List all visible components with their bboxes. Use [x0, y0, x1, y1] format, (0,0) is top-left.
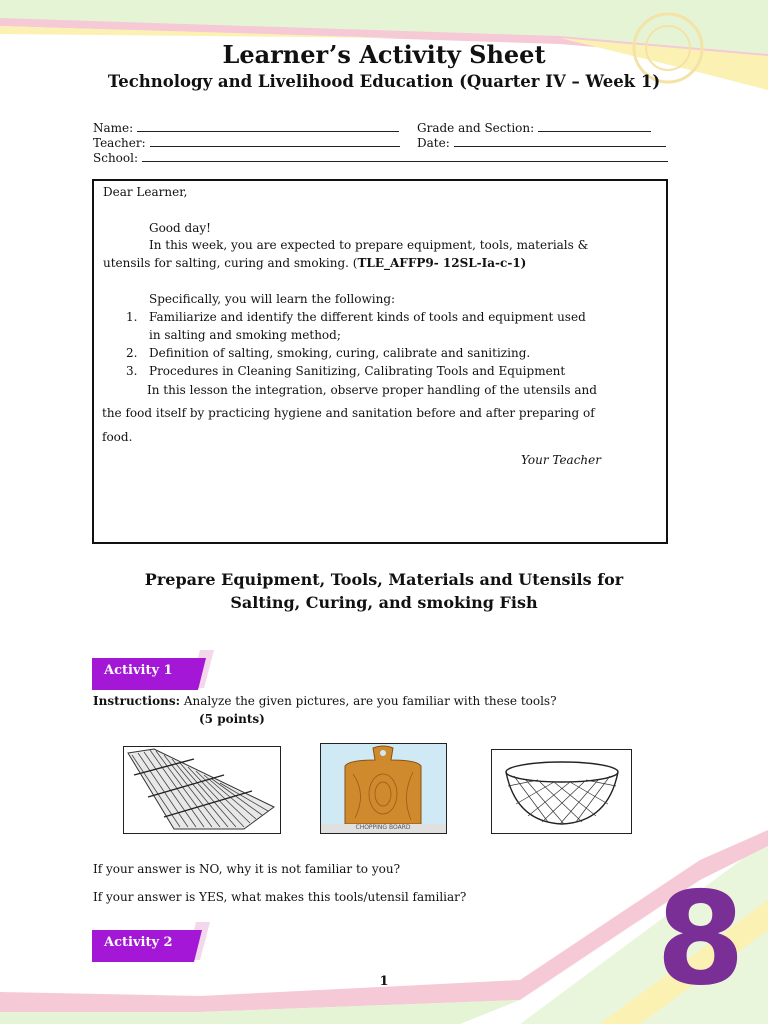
name-line — [137, 120, 399, 132]
chopping-board-image — [320, 743, 447, 834]
grade-number: 8 — [656, 865, 746, 1014]
letter-intro-text: utensils for salting, curing and smoking. ( — [103, 256, 358, 270]
instructions — [93, 694, 557, 708]
list-item-text-cont: in salting and smoking method; — [149, 328, 341, 342]
letter-specifically: Specifically, you will learn the following: — [149, 292, 396, 306]
teacher-label: Teacher: — [93, 136, 146, 150]
list-item-text: Definition of salting, smoking, curing, calibrate and sanitizing. — [149, 346, 531, 360]
activity-2-label: Activity 2 — [104, 935, 173, 950]
teacher-field[interactable] — [93, 135, 400, 150]
grade-section-line — [538, 120, 651, 132]
date-line — [454, 135, 666, 147]
points-label: (5 points) — [199, 712, 265, 726]
school-label: School: — [93, 151, 138, 165]
competency-code: TLE_AFFP9- 12SL-Ia-c-1) — [357, 256, 527, 270]
name-label: Name: — [93, 121, 134, 135]
activity-1-label: Activity 1 — [104, 663, 173, 678]
letter-integration-line-1: In this lesson the integration, observe proper handling of the utensils and — [147, 383, 597, 397]
letter-good-day: Good day! — [149, 221, 211, 235]
letter-integration-line-3: food. — [102, 430, 133, 444]
letter-greeting: Dear Learner, — [103, 185, 188, 199]
wire-basket-image — [491, 749, 632, 834]
letter-intro-line-2 — [103, 256, 526, 270]
instructions-label: Instructions: — [93, 694, 181, 708]
page-title: Learner’s Activity Sheet — [222, 40, 546, 69]
question-no: If your answer is NO, why it is not familiar to you? — [93, 862, 401, 876]
school-field[interactable] — [93, 150, 668, 165]
list-item-number: 2. — [126, 346, 138, 360]
letter-integration-line-2: the food itself by practicing hygiene and sanitation before and after preparing of — [102, 406, 595, 420]
section-title-line-1: Prepare Equipment, Tools, Materials and Utensils for — [144, 570, 624, 589]
instructions-text: Analyze the given pictures, are you familiar with these tools? — [183, 694, 557, 708]
teacher-line — [150, 135, 400, 147]
name-field[interactable] — [93, 120, 399, 135]
chopping-board-caption: CHOPPING BOARD — [355, 824, 411, 831]
list-item-number: 1. — [126, 310, 138, 324]
grade-section-field[interactable] — [417, 120, 651, 135]
date-field[interactable] — [417, 135, 666, 150]
section-title — [60, 568, 708, 614]
letter-intro-line-1: In this week, you are expected to prepare equipment, tools, materials & — [149, 238, 589, 252]
grade-section-label: Grade and Section: — [417, 121, 535, 135]
list-item-number: 3. — [126, 364, 138, 378]
letter-signature: Your Teacher — [521, 453, 601, 467]
list-item-text: Procedures in Cleaning Sanitizing, Calibrating Tools and Equipment — [149, 364, 566, 378]
section-title-line-2: Salting, Curing, and smoking Fish — [230, 593, 538, 612]
list-item-text: Familiarize and identify the different kinds of tools and equipment used — [149, 310, 586, 324]
school-line — [142, 150, 668, 162]
page-number: 1 — [379, 974, 389, 989]
date-label: Date: — [417, 136, 450, 150]
bamboo-mat-image — [123, 746, 281, 834]
page-subtitle: Technology and Livelihood Education (Quarter IV – Week 1) — [107, 72, 661, 91]
question-yes: If your answer is YES, what makes this tools/utensil familiar? — [93, 890, 467, 904]
